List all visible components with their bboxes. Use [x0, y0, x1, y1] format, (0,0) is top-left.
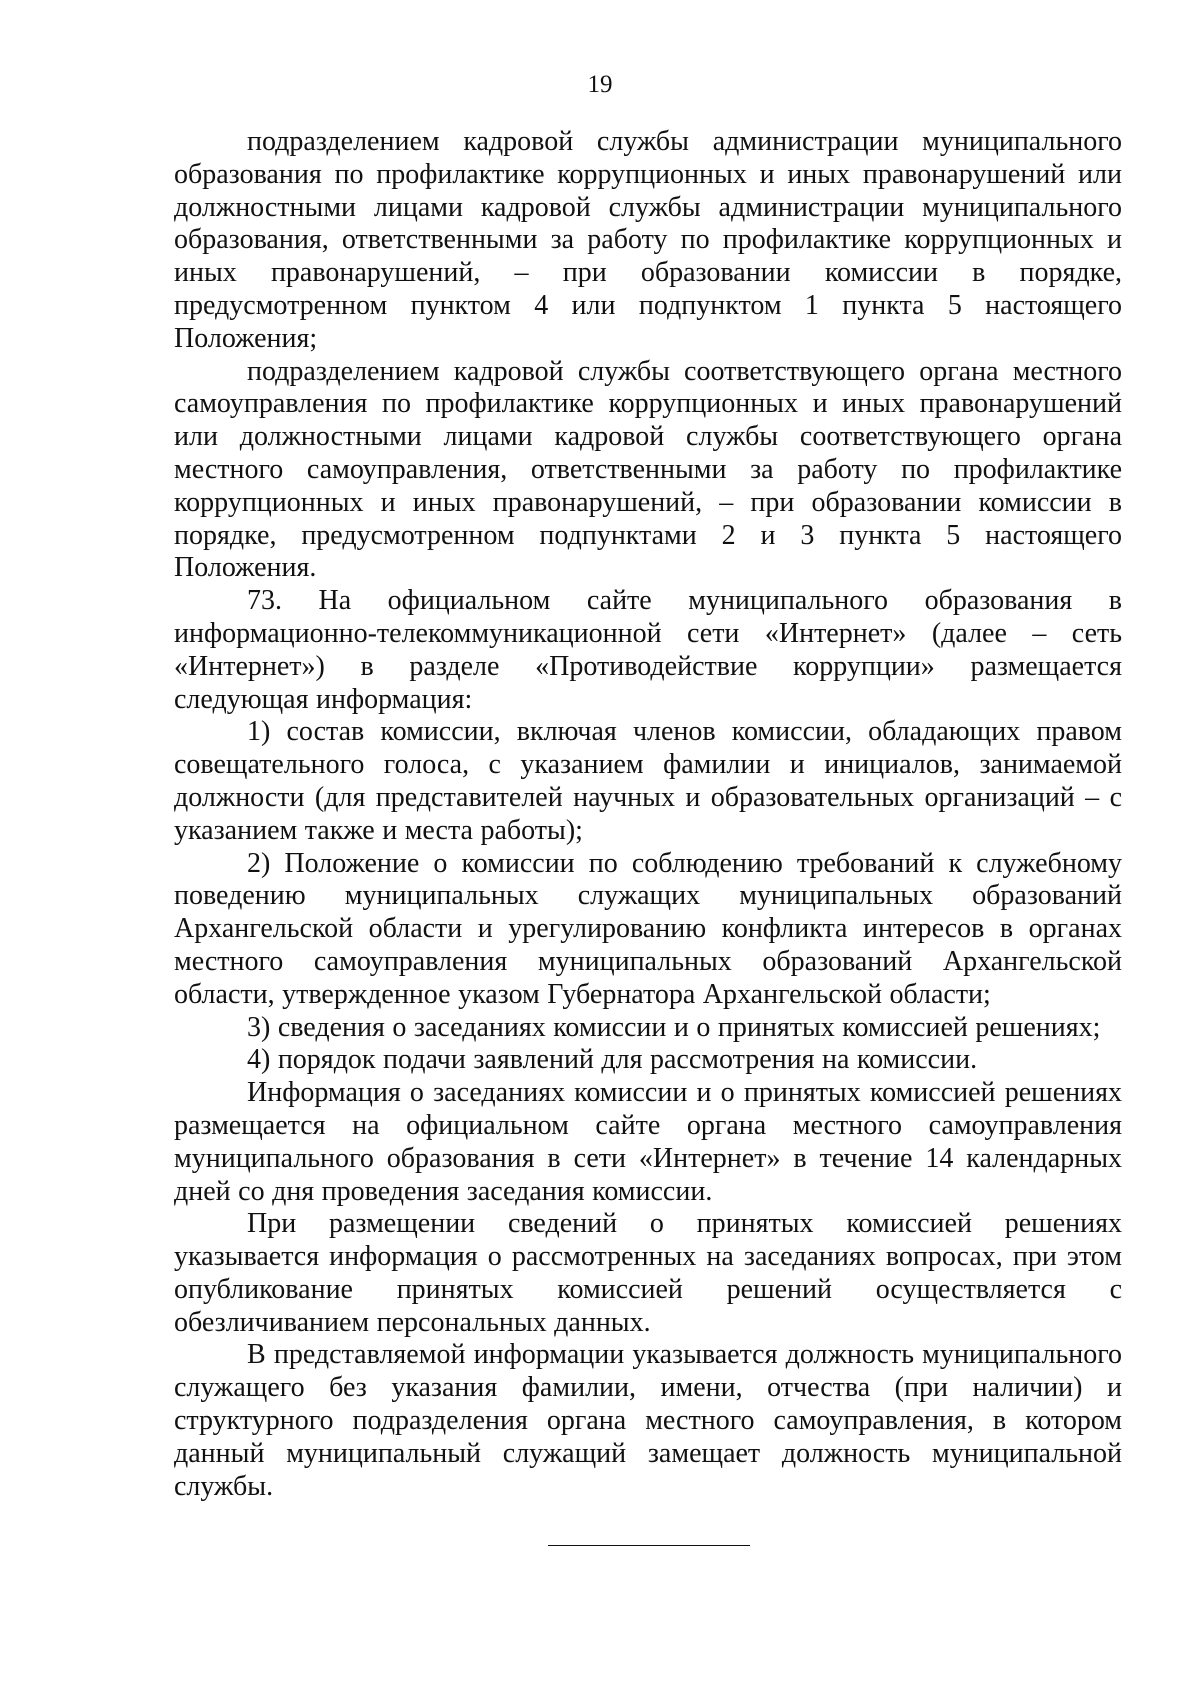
- list-item-3-meetings-info: 3) сведения о заседаниях комиссии и о принятых комиссией решениях;: [247, 1011, 1101, 1043]
- list-item-1-commission-composition: 1) состав комиссии, включая членов комиссии, обладающих правом совещательного голоса, с указанием фамилии и инициалов, занимаемой должности (для представителей научных и образовательных организаций – с указанием также и места работы);: [174, 716, 1122, 846]
- closing-rule: [548, 1545, 750, 1546]
- paragraph-depersonalization: При размещении сведений о принятых комиссией решениях указывается информация о рассмотренных на заседаниях вопросах, при этом опубликование принятых комиссией решений осуществляется с обезличиванием персональных данных.: [174, 1208, 1122, 1338]
- paragraph-item-73: 73. На официальном сайте муниципального образования в информационно-телекоммуникационной сети «Интернет» (далее – сеть «Интернет») в разделе «Противодействие коррупции» размещается следующая информация:: [174, 585, 1122, 715]
- list-item-4-application-procedure: 4) порядок подачи заявлений для рассмотрения на комиссии.: [247, 1044, 978, 1076]
- page-number: 19: [587, 71, 613, 98]
- list-item-2-commission-regulation: 2) Положение о комиссии по соблюдению требований к служебному поведению муниципальных служащих муниципальных образований Архангельской области и урегулированию конфликта интересов в органах местного самоуправления муниципальных образований Архангельской области, утвержденное указом Губернатора Архангельской области;: [174, 847, 1122, 1010]
- paragraph-hr-unit-administration: подразделением кадровой службы администрации муниципального образования по профилактике коррупционных и иных правонарушений или должностными лицами кадровой службы администрации муниципального образования, ответственными за работу по профилактике коррупционных и иных правонарушений, – при образовании комиссии в порядке, предусмотренном пунктом 4 или подпунктом 1 пункта 5 настоящего Положения;: [174, 126, 1122, 354]
- paragraph-position-disclosure: В представляемой информации указывается должность муниципального служащего без указания фамилии, имени, отчества (при наличии) и структурного подразделения органа местного самоуправления, в котором данный муниципальный служащий замещает должность муниципальной службы.: [174, 1339, 1122, 1502]
- document-body: [174, 126, 1122, 1503]
- paragraph-publication-term: Информация о заседаниях комиссии и о принятых комиссией решениях размещается на официальном сайте органа местного самоуправления муниципального образования в сети «Интернет» в течение 14 календарных дней со дня проведения заседания комиссии.: [174, 1077, 1122, 1207]
- paragraph-hr-unit-local-authority: подразделением кадровой службы соответствующего органа местного самоуправления по профилактике коррупционных и иных правонарушений или должностными лицами кадровой службы соответствующего органа местного самоуправления, ответственными за работу по профилактике коррупционных и иных правонарушений, – при образовании комиссии в порядке, предусмотренном подпунктами 2 и 3 пункта 5 настоящего Положения.: [174, 355, 1122, 584]
